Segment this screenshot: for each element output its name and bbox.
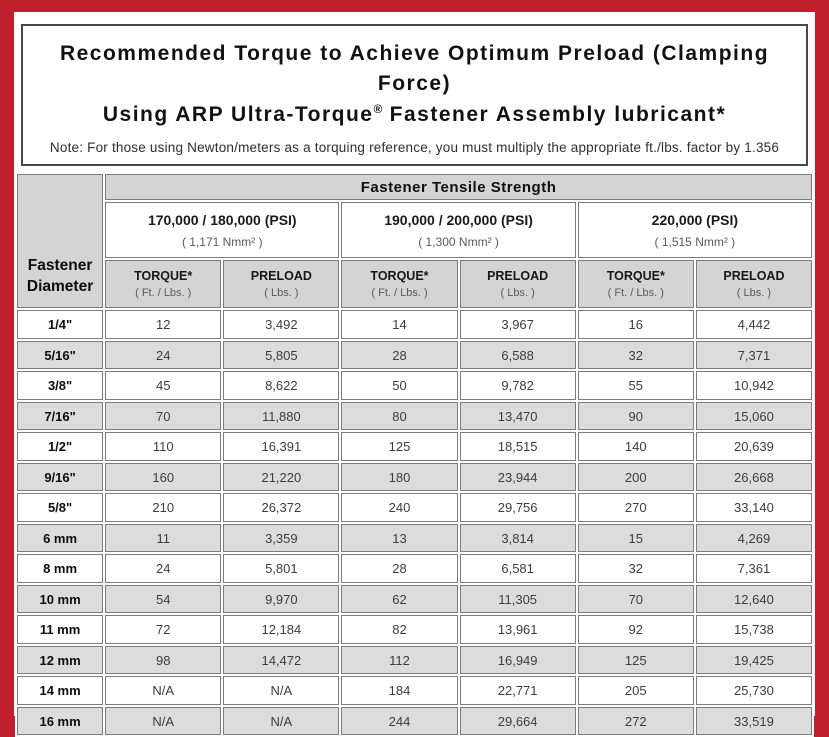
- value-cell: 4,269: [696, 524, 812, 553]
- value-cell: 22,771: [460, 676, 576, 705]
- value-cell: N/A: [105, 676, 221, 705]
- nmm-value-1: ( 1,171 Nmm² ): [181, 234, 263, 249]
- value-cell: 200: [578, 463, 694, 492]
- column-header-torque-1: [105, 260, 221, 308]
- table-body: [17, 310, 812, 735]
- value-cell: 26,668: [696, 463, 812, 492]
- value-cell: 55: [578, 371, 694, 400]
- value-cell: 205: [578, 676, 694, 705]
- value-cell: 6,581: [460, 554, 576, 583]
- value-cell: 25,730: [696, 676, 812, 705]
- value-cell: 272: [578, 707, 694, 736]
- value-cell: 16,391: [223, 432, 339, 461]
- value-cell: 210: [105, 493, 221, 522]
- value-cell: 33,140: [696, 493, 812, 522]
- value-cell: 112: [341, 646, 457, 675]
- value-cell: N/A: [223, 707, 339, 736]
- value-cell: 140: [578, 432, 694, 461]
- value-cell: 184: [341, 676, 457, 705]
- value-cell: 98: [105, 646, 221, 675]
- value-cell: 24: [105, 554, 221, 583]
- value-cell: 270: [578, 493, 694, 522]
- value-cell: 160: [105, 463, 221, 492]
- value-cell: 29,664: [460, 707, 576, 736]
- value-cell: 11,305: [460, 585, 576, 614]
- value-cell: 110: [105, 432, 221, 461]
- diameter-cell: 16 mm: [17, 707, 103, 736]
- value-cell: 21,220: [223, 463, 339, 492]
- table-row: [17, 310, 812, 339]
- value-cell: 72: [105, 615, 221, 644]
- value-cell: 19,425: [696, 646, 812, 675]
- title-line2: [103, 103, 726, 126]
- value-cell: 9,782: [460, 371, 576, 400]
- value-cell: 9,970: [223, 585, 339, 614]
- value-cell: 12,640: [696, 585, 812, 614]
- value-cell: 24: [105, 341, 221, 370]
- table-row: [17, 371, 812, 400]
- value-cell: 32: [578, 554, 694, 583]
- table-row: [17, 463, 812, 492]
- column-label: TORQUE*: [606, 269, 665, 284]
- value-cell: 125: [578, 646, 694, 675]
- value-cell: 10,942: [696, 371, 812, 400]
- table-row: [17, 493, 812, 522]
- value-cell: 13,961: [460, 615, 576, 644]
- table-row: [17, 646, 812, 675]
- value-cell: 45: [105, 371, 221, 400]
- value-cell: 92: [578, 615, 694, 644]
- column-unit: ( Lbs. ): [264, 287, 299, 300]
- value-cell: 5,805: [223, 341, 339, 370]
- value-cell: 6,588: [460, 341, 576, 370]
- value-cell: 244: [341, 707, 457, 736]
- value-cell: 3,359: [223, 524, 339, 553]
- diameter-cell: 3/8": [17, 371, 103, 400]
- value-cell: 11,880: [223, 402, 339, 431]
- value-cell: 13,470: [460, 402, 576, 431]
- value-cell: 15,738: [696, 615, 812, 644]
- value-cell: 3,814: [460, 524, 576, 553]
- value-cell: 14: [341, 310, 457, 339]
- header-row-columns: [17, 260, 812, 308]
- table-row: [17, 707, 812, 736]
- corner-label-line2: Diameter: [26, 278, 94, 296]
- diameter-cell: 14 mm: [17, 676, 103, 705]
- diameter-cell: 8 mm: [17, 554, 103, 583]
- value-cell: 90: [578, 402, 694, 431]
- value-cell: 50: [341, 371, 457, 400]
- value-cell: 28: [341, 341, 457, 370]
- nmm-value-3: ( 1,515 Nmm² ): [654, 234, 736, 249]
- value-cell: 4,442: [696, 310, 812, 339]
- psi-value-1: 170,000 / 180,000 (PSI): [147, 211, 297, 228]
- page-title: [27, 39, 802, 130]
- corner-label-line1: Fastener: [27, 257, 93, 275]
- title-line2-post: Fastener Assembly lubricant*: [382, 102, 727, 126]
- column-unit: ( Ft. / Lbs. ): [607, 287, 664, 300]
- nmm-value-2: ( 1,300 Nmm² ): [418, 234, 499, 249]
- value-cell: 3,492: [223, 310, 339, 339]
- value-cell: 125: [341, 432, 457, 461]
- value-cell: 54: [105, 585, 221, 614]
- value-cell: 70: [105, 402, 221, 431]
- title-line1: Recommended Torque to Achieve Optimum Preload (Clamping Force): [59, 42, 770, 96]
- table-row: [17, 341, 812, 370]
- value-cell: 5,801: [223, 554, 339, 583]
- column-label: TORQUE*: [370, 269, 429, 284]
- column-label: PRELOAD: [250, 269, 312, 284]
- value-cell: 62: [341, 585, 457, 614]
- table-row: [17, 432, 812, 461]
- diameter-cell: 9/16": [17, 463, 103, 492]
- diameter-cell: 11 mm: [17, 615, 103, 644]
- value-cell: 80: [341, 402, 457, 431]
- psi-value-3: 220,000 (PSI): [651, 211, 739, 228]
- value-cell: 12: [105, 310, 221, 339]
- note-text: Note: For those using Newton/meters as a torquing reference, you must multiply the appropriate ft./lbs. factor by 1.356: [49, 140, 780, 156]
- value-cell: 15: [578, 524, 694, 553]
- title-box: [21, 24, 808, 166]
- diameter-cell: 10 mm: [17, 585, 103, 614]
- value-cell: 16,949: [460, 646, 576, 675]
- diameter-cell: 7/16": [17, 402, 103, 431]
- value-cell: 240: [341, 493, 457, 522]
- tensile-strength-header: Fastener Tensile Strength: [105, 174, 812, 200]
- diameter-cell: 5/16": [17, 341, 103, 370]
- value-cell: 8,622: [223, 371, 339, 400]
- diameter-cell: 5/8": [17, 493, 103, 522]
- table-row: [17, 676, 812, 705]
- table-row: [17, 524, 812, 553]
- torque-table: [15, 172, 814, 737]
- table-row: [17, 585, 812, 614]
- table-row: [17, 554, 812, 583]
- column-label: TORQUE*: [134, 269, 193, 284]
- column-header-torque-3: [578, 260, 694, 308]
- diameter-cell: 1/4": [17, 310, 103, 339]
- column-header-torque-2: [341, 260, 457, 308]
- column-unit: ( Ft. / Lbs. ): [371, 287, 428, 300]
- column-label: PRELOAD: [487, 269, 549, 284]
- psi-group-header-3: [578, 202, 812, 258]
- value-cell: 7,371: [696, 341, 812, 370]
- value-cell: 32: [578, 341, 694, 370]
- value-cell: 26,372: [223, 493, 339, 522]
- value-cell: 12,184: [223, 615, 339, 644]
- header-row-tensile: [17, 174, 812, 200]
- value-cell: 70: [578, 585, 694, 614]
- column-header-preload-1: [223, 260, 339, 308]
- value-cell: 82: [341, 615, 457, 644]
- psi-group-header-1: [105, 202, 339, 258]
- column-unit: ( Lbs. ): [500, 287, 535, 300]
- value-cell: 28: [341, 554, 457, 583]
- registered-trademark-mark: ®: [373, 101, 383, 116]
- table-row: [17, 615, 812, 644]
- value-cell: 13: [341, 524, 457, 553]
- value-cell: 16: [578, 310, 694, 339]
- value-cell: 14,472: [223, 646, 339, 675]
- diameter-cell: 1/2": [17, 432, 103, 461]
- value-cell: 7,361: [696, 554, 812, 583]
- column-label: PRELOAD: [723, 269, 785, 284]
- column-header-preload-2: [460, 260, 576, 308]
- table-header: [17, 174, 812, 308]
- corner-header-fastener-diameter: [17, 174, 103, 308]
- column-header-preload-3: [696, 260, 812, 308]
- value-cell: 33,519: [696, 707, 812, 736]
- value-cell: 15,060: [696, 402, 812, 431]
- value-cell: N/A: [105, 707, 221, 736]
- value-cell: 11: [105, 524, 221, 553]
- value-cell: 29,756: [460, 493, 576, 522]
- diameter-cell: 12 mm: [17, 646, 103, 675]
- title-line2-pre: Using ARP Ultra-Torque: [102, 102, 374, 126]
- psi-value-2: 190,000 / 200,000 (PSI): [384, 211, 533, 228]
- value-cell: 20,639: [696, 432, 812, 461]
- value-cell: 23,944: [460, 463, 576, 492]
- value-cell: 3,967: [460, 310, 576, 339]
- column-unit: ( Ft. / Lbs. ): [135, 287, 192, 300]
- diameter-cell: 6 mm: [17, 524, 103, 553]
- content-panel: [14, 12, 815, 729]
- column-unit: ( Lbs. ): [736, 287, 772, 300]
- value-cell: 18,515: [460, 432, 576, 461]
- value-cell: N/A: [223, 676, 339, 705]
- header-row-psi-groups: [17, 202, 812, 258]
- psi-group-header-2: [341, 202, 575, 258]
- value-cell: 180: [341, 463, 457, 492]
- table-row: [17, 402, 812, 431]
